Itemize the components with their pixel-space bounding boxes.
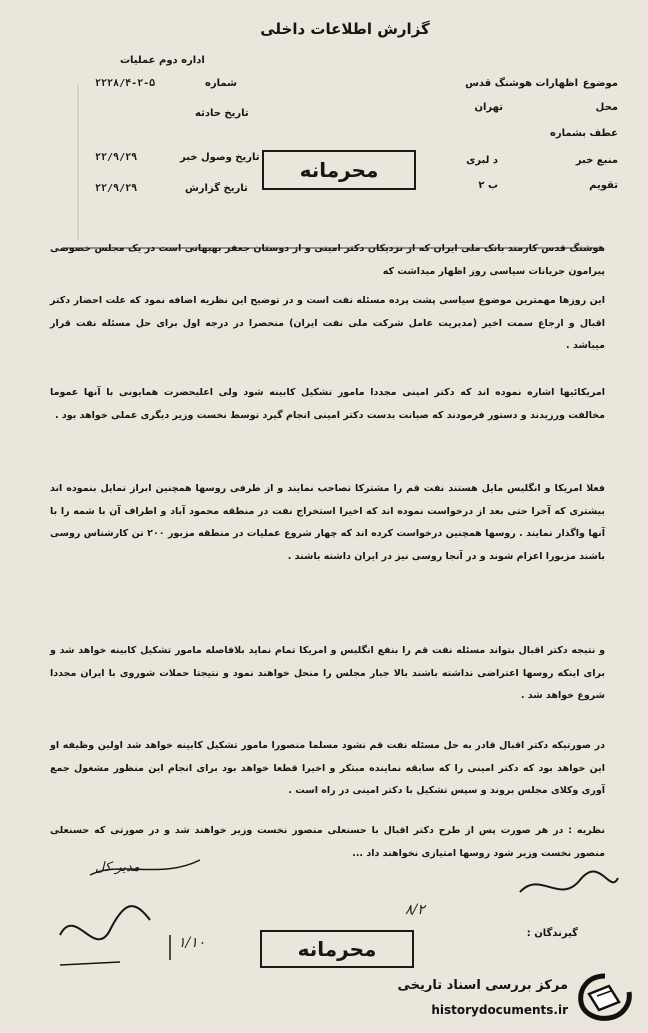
source-value: د لبری	[466, 155, 498, 166]
info-receipt-label: تاریخ وصول خبر	[180, 152, 260, 163]
handwritten-date: ۸/۲	[405, 902, 425, 918]
subject-value: اظهارات هوشنگ قدس	[465, 78, 578, 89]
confidential-stamp-bottom: محرمانه	[260, 930, 414, 968]
handwritten-note-director: مدیر کل	[95, 860, 140, 875]
paragraph-1: هوشنگ قدس کارمند بانک ملی ایران که از نزدیکان دکتر امینی و از دوستان جعفر بهبهانی است در یک مجلس خصوصی پیرامون جریانات سیاسی روز اظهار میداشت که	[50, 243, 605, 277]
subject-label: موضوع	[582, 78, 618, 89]
info-receipt-value: ۲۲/۹/۲۹	[95, 152, 138, 163]
ref-label: عطف بشماره	[549, 128, 618, 139]
place-value: تهران	[474, 102, 503, 113]
archive-logo-url: historydocuments.ir	[431, 1003, 568, 1017]
handwritten-number: ۱/۱۰	[178, 935, 206, 951]
archive-logo-icon	[575, 972, 635, 1022]
paragraph-2: این روزها مهمترین موضوع سیاسی پشت پرده مسئله نفت است و در توضیح این نظریه اضافه نمود که علت احضار دکتر اقبال و ارجاع سمت اخیر (مدیریت عامل شرکت ملی نفت ایران) منحصرا در درجه اول برای حل مسئله نفت قرار میباشد .	[50, 295, 605, 351]
confidential-stamp: محرمانه	[262, 150, 416, 190]
report-title: گزارش اطلاعات داخلی	[260, 20, 430, 38]
archive-logo-name: مرکز بررسی اسناد تاریخی	[397, 978, 568, 993]
paragraph-4: فعلا امریکا و انگلیس مایل هستند نفت قم را مشترکا تصاحب نمایند و از طرفی روسها همچنین ابراز تمایل بنموده اند بیشتری که آخرا حتی بعد از درخواست نموده اند که اخیرا استخراج نفت در منطقه محمود آباد و اطراف آن با شمه را با آنها واگذار نمایند . روسها همچنین درخواست کرده اند که چهار شروع عملیات در منطقه مزبور ۲۰۰ تن کارشناس روسی باشند مزبورا اعزام شوند و در آنجا روسی نیز در ایران داشته باشند .	[50, 483, 605, 562]
number-value: ۲۲۲۸/۴-۲-۵	[95, 78, 156, 89]
report-date-value: ۲۲/۹/۲۹	[95, 183, 138, 194]
source-label: منبع خبر	[575, 155, 618, 166]
rating-label: تقویم	[589, 180, 618, 191]
paragraph-6: در صورتیکه دکتر اقبال قادر به حل مسئله نفت قم نشود مسلما منصورا مامور تشکیل کابینه خواهد شد اولین وظیفه او این خواهد بود که دکتر امینی را که سابقه نماینده مبتکر و اخیرا قطعا خواهد بود برای انجام این منظور مشغول جمع آوری وکلای مجلس بروند و سپس تشکیل با دکتر امینی در راه است .	[50, 740, 605, 796]
place-label: محل	[595, 102, 618, 113]
paragraph-5: و نتیجه دکتر اقبال بتواند مسئله نفت قم را بنفع انگلیس و امریکا تمام نماید بلافاصله مامور تشکیل کابینه خواهد شد و برای اینکه روسها اعتراضی نداشته باشند بالا جبار مجلس را منحل خواهند نمود و نتیجتا حملات شوروی با ایران مجددا شروع خواهد شد .	[50, 645, 605, 701]
paragraph-7-opinion: نظریه : در هر صورت پس از طرح دکتر اقبال با حسنعلی منصور نخست وزیر خواهند شد و در صورتی که حسنعلی منصور نخست وزیر شود روسها امتیازی نخواهند داد ...	[50, 825, 605, 859]
rating-value: ب ۲	[478, 180, 498, 191]
number-label: شماره	[205, 78, 237, 89]
recipients-label: گیرندگان :	[526, 928, 578, 939]
department-label: اداره دوم عملیات	[120, 55, 205, 66]
event-date-label: تاریخ حادثه	[195, 108, 249, 119]
paragraph-3: امریکائیها اشاره نموده اند که دکتر امینی مجددا مامور تشکیل کابینه شود ولی اعلیحضرت همایونی با آنها عموما مخالفت ورزیدند و دستور فرمودند که صیانت بدست دکتر امینی انجام گیرد توسط نخست وزیر دیگری عملی خواهد بود .	[50, 387, 605, 421]
report-date-label: تاریخ گزارش	[185, 183, 248, 194]
